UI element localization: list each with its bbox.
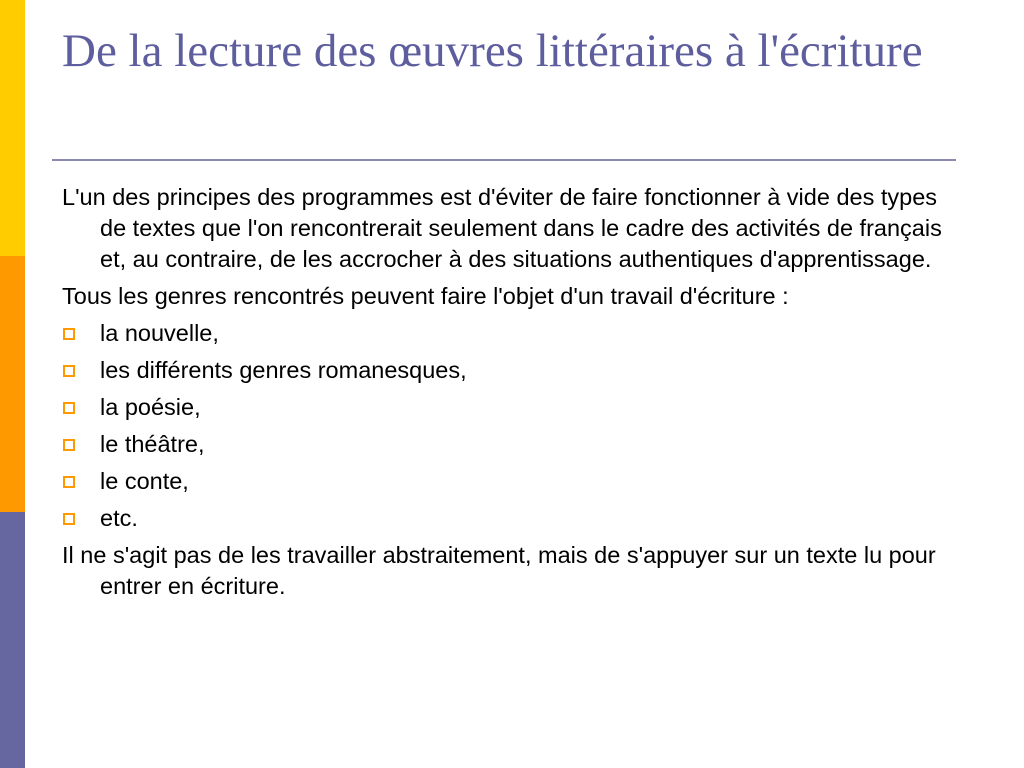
side-bar-segment-orange: [0, 256, 25, 512]
genre-label: la nouvelle,: [100, 320, 219, 346]
hollow-square-bullet-icon: [63, 476, 75, 488]
slide-body: [62, 182, 962, 608]
genre-label: le théâtre,: [100, 431, 205, 457]
hollow-square-bullet-icon: [63, 513, 75, 525]
hollow-square-bullet-icon: [63, 402, 75, 414]
genre-list-item: [62, 392, 962, 423]
genre-label: la poésie,: [100, 394, 201, 420]
genre-list-item: [62, 318, 962, 349]
genre-list-item: [62, 429, 962, 460]
side-bar-segment-yellow: [0, 0, 25, 256]
genre-list: [62, 318, 962, 534]
genre-list-item: [62, 503, 962, 534]
genre-label: le conte,: [100, 468, 189, 494]
hollow-square-bullet-icon: [63, 439, 75, 451]
hollow-square-bullet-icon: [63, 328, 75, 340]
genre-list-item: [62, 466, 962, 497]
conclusion-paragraph: Il ne s'agit pas de les travailler abstraitement, mais de s'appuyer sur un texte lu pour entrer en écriture.: [62, 542, 936, 599]
side-accent-bar: [0, 0, 25, 768]
side-bar-segment-purple: [0, 512, 25, 768]
genre-label: les différents genres romanesques,: [100, 357, 467, 383]
intro-paragraph: L'un des principes des programmes est d'éviter de faire fonctionner à vide des types de textes que l'on rencontrerait seulement dans le cadre des activités de français et, au contraire, de les accrocher à des situations authentiques d'apprentissage.: [62, 184, 942, 272]
genre-list-item: [62, 355, 962, 386]
genre-label: etc.: [100, 505, 138, 531]
genres-intro-paragraph: Tous les genres rencontrés peuvent faire l'objet d'un travail d'écriture :: [62, 283, 789, 309]
slide-title: De la lecture des œuvres littéraires à l'écriture: [62, 25, 923, 77]
title-divider: [52, 159, 956, 161]
hollow-square-bullet-icon: [63, 365, 75, 377]
